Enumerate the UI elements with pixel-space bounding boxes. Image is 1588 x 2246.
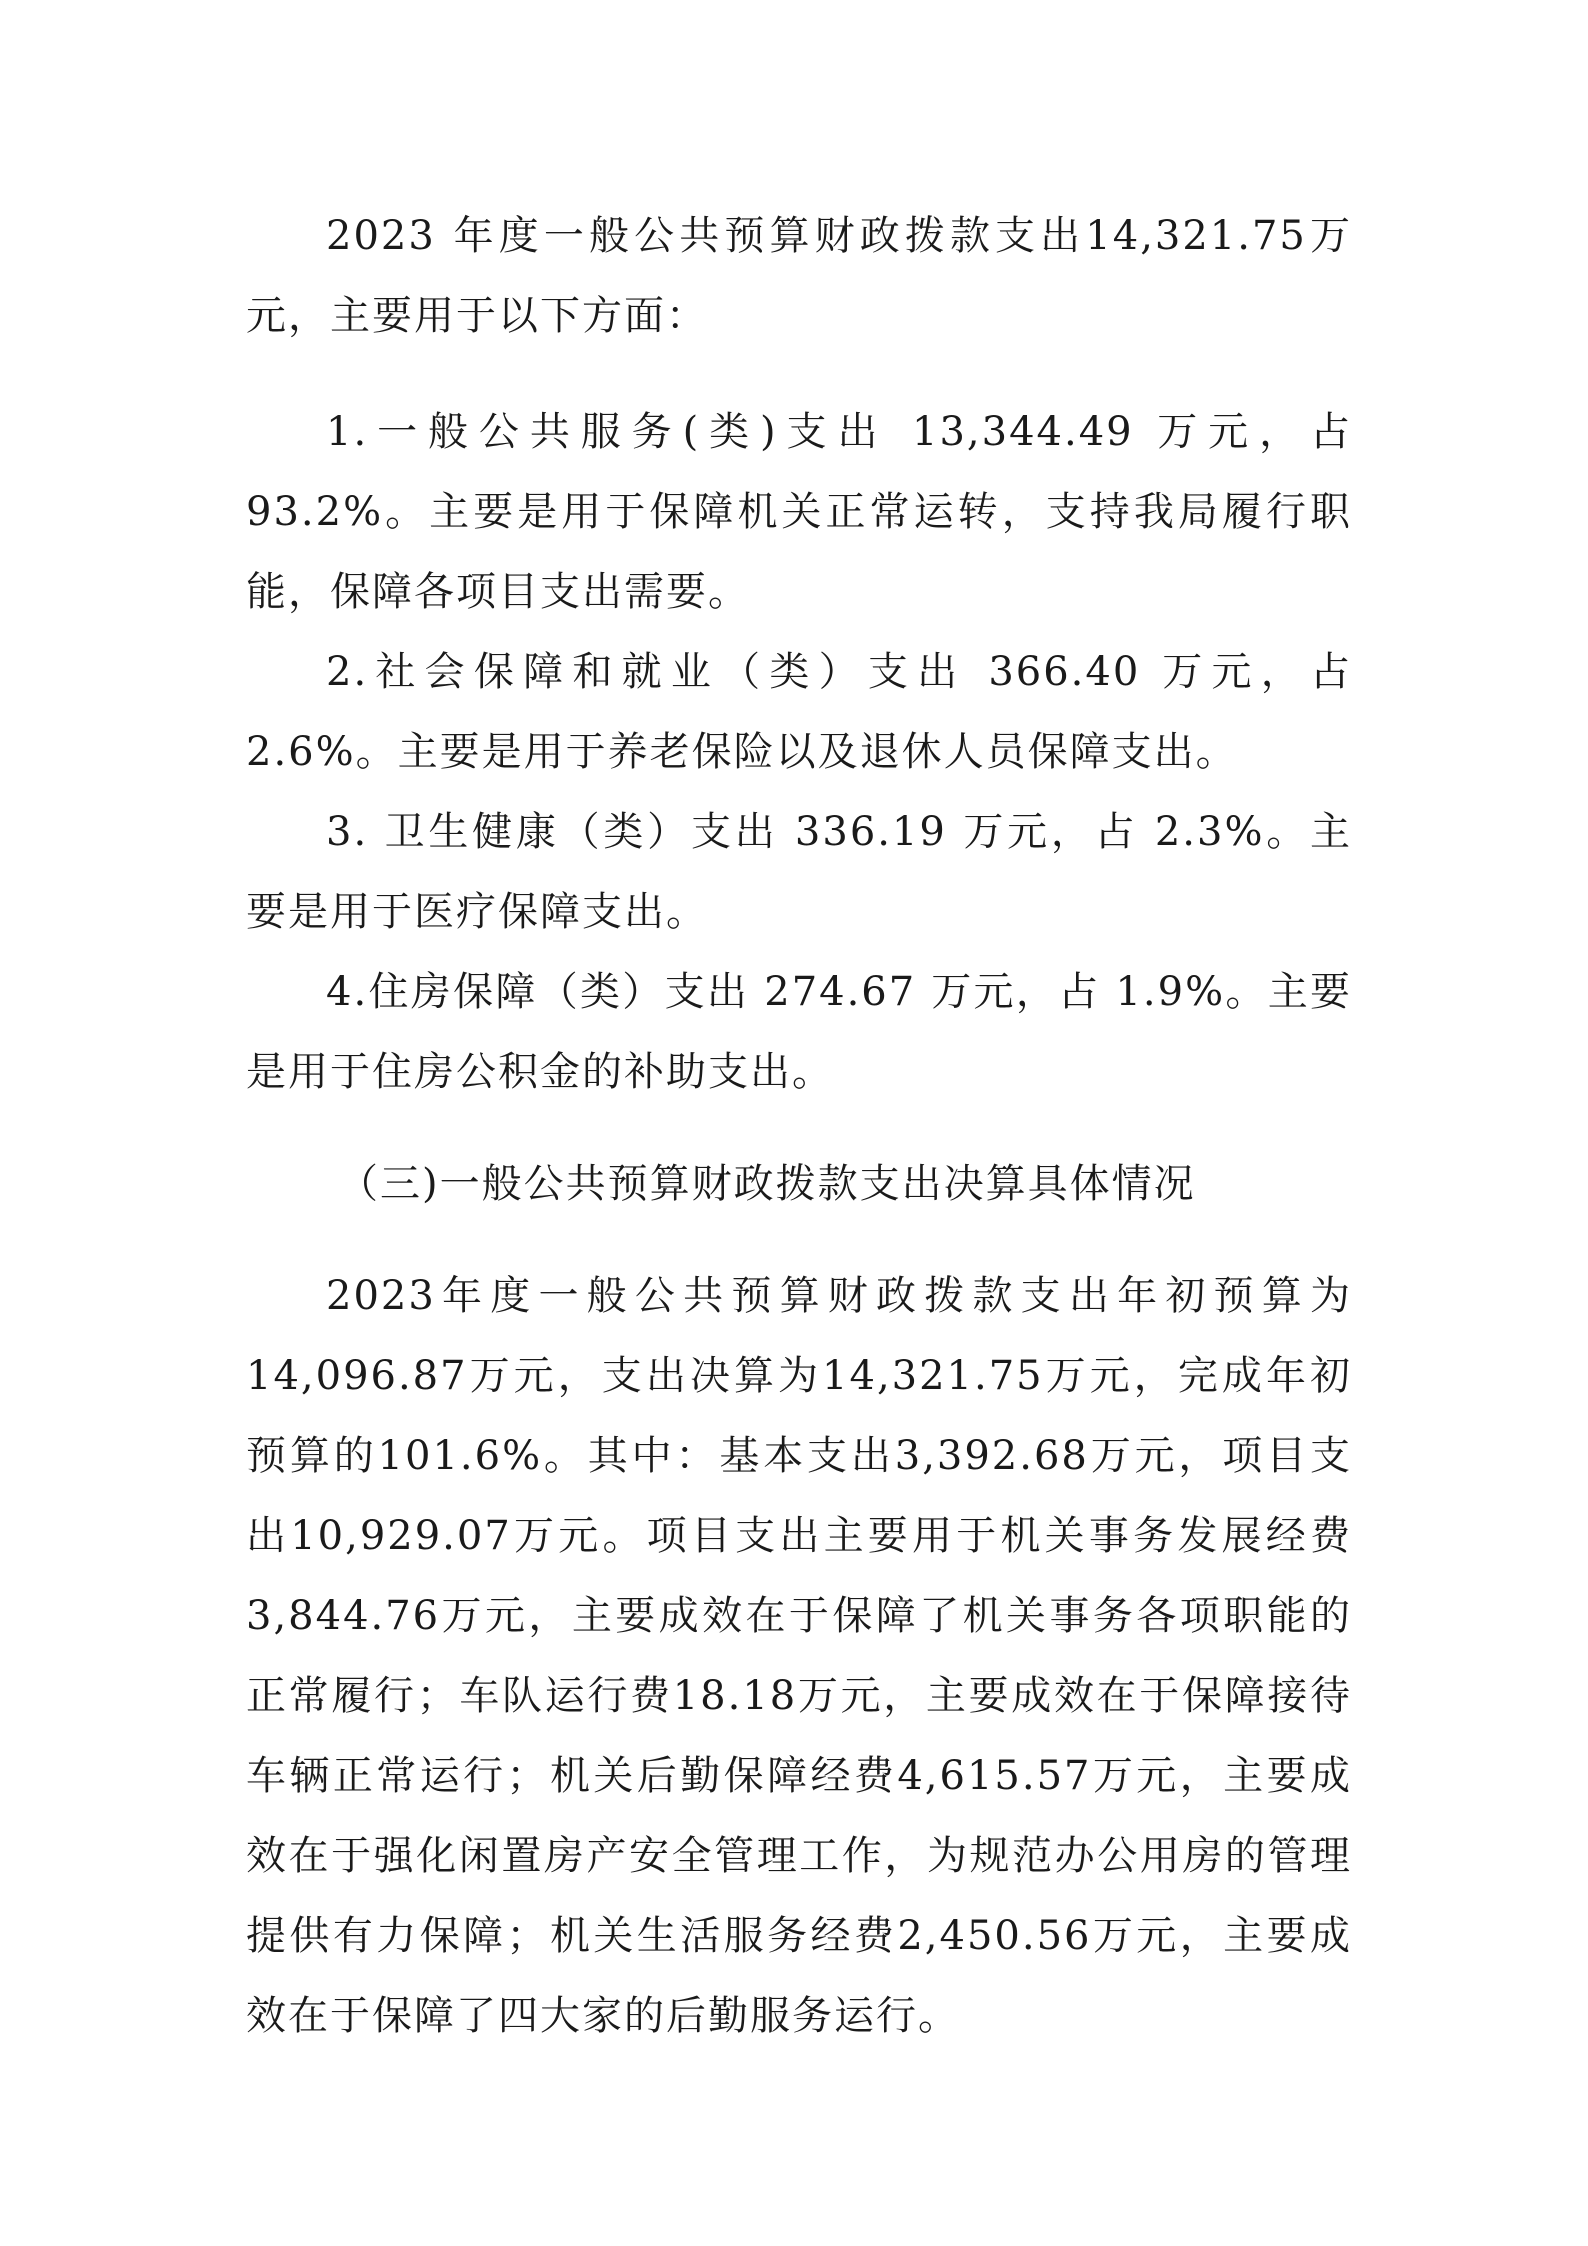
detail-paragraph (246, 1256, 1352, 2056)
list-item: 4.住房保障（类）支出 274.67 万元，占 1.9%。主要是用于住房公积金的补助支出。 (246, 969, 1352, 1095)
detail-text: 2023年度一般公共预算财政拨款支出年初预算为14,096.87万元，支出决算为14,321.75万元，完成年初预算的101.6%。其中：基本支出3,392.68万元，项目支出10,929.07万元。项目支出主要用于机关事务发展经费3,844.76万元，主要成效在于保障了机关事务各项职能的正常履行；车队运行费18.18万元，主要成效在于保障接待车辆正常运行；机关后勤保障经费4,615.57万元，主要成效在于强化闲置房产安全管理工作，为规范办公用房的管理提供有力保障；机关生活服务经费2,450.56万元，主要成效在于保障了四大家的后勤服务运行。 (246, 1273, 1352, 2039)
section-heading: （三)一般公共预算财政拨款支出决算具体情况 (338, 1161, 1196, 1207)
list-item: 3. 卫生健康（类）支出 336.19 万元，占 2.3%。主要是用于医疗保障支出。 (246, 809, 1352, 935)
item-list (246, 392, 1352, 1112)
intro-paragraph (246, 196, 1352, 356)
intro-text: 2023 年度一般公共预算财政拨款支出14,321.75万元，主要用于以下方面： (246, 213, 1352, 339)
list-item: 2.社会保障和就业（类）支出 366.40 万元，占 2.6%。主要是用于养老保险以及退休人员保障支出。 (246, 649, 1352, 775)
list-item: 1.一般公共服务(类)支出 13,344.49 万元，占 93.2%。主要是用于保障机关正常运转，支持我局履行职能，保障各项目支出需要。 (246, 409, 1352, 615)
